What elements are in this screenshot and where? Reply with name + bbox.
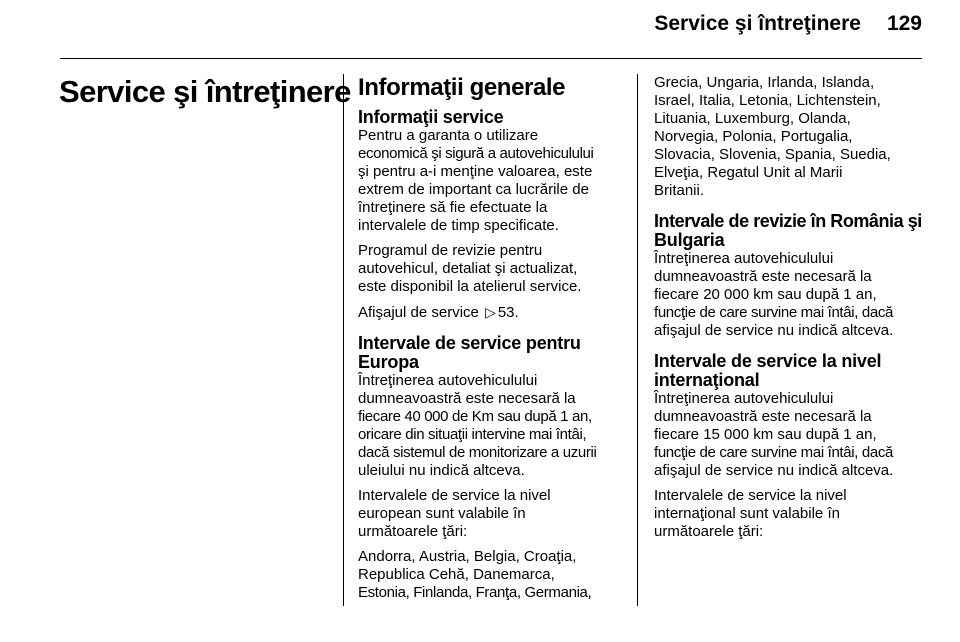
- romania-intervals-paragraph: [654, 250, 926, 340]
- page-number: 129: [886, 12, 922, 35]
- text-line: şi pentru a-i menţine valoarea, este: [358, 163, 593, 180]
- text-line: fiecare 15 000 km sau după 1 an,: [654, 426, 877, 443]
- heading-line: Intervale de revizie în România şi: [654, 211, 922, 231]
- text-line: oricare din situaţii intervine mai întâi,: [358, 426, 587, 443]
- text-line: Britanii.: [654, 182, 705, 199]
- text-line: Israel, Italia, Letonia, Lichtenstein,: [654, 92, 881, 109]
- text-line: internaţional sunt valabile în: [654, 505, 840, 522]
- text-line: economică şi sigură a autovehiculului: [358, 145, 594, 162]
- text-line: este disponibil la atelierul service.: [358, 278, 582, 295]
- text-line: [358, 303, 628, 322]
- running-title: Service şi întreţinere: [654, 12, 861, 35]
- text-line: uleiului nu indică altceva.: [358, 462, 525, 479]
- text-line: funcţie de care survine mai întâi, dacă: [654, 444, 893, 461]
- text-line: Grecia, Ungaria, Irlanda, Islanda,: [654, 74, 875, 91]
- text-line: dumneavoastră este necesară la: [654, 408, 872, 425]
- text-line: întreţinere să fie efectuate la: [358, 199, 548, 216]
- text-line: Programul de revizie pentru: [358, 242, 543, 259]
- text-line: Republica Cehă, Danemarca,: [358, 566, 555, 583]
- reference-page: 53.: [497, 304, 519, 321]
- text-line: următoarele ţări:: [654, 523, 764, 540]
- text-line: Elveţia, Regatul Unit al Marii: [654, 164, 843, 181]
- column-right: [654, 74, 926, 548]
- column-divider: [637, 74, 638, 606]
- service-info-heading: Informaţii service: [358, 107, 504, 127]
- reference-arrow-icon: ▷: [485, 304, 496, 320]
- europe-countries-continued: [654, 74, 926, 200]
- europe-validity-paragraph: [358, 487, 628, 541]
- column-divider: [343, 74, 344, 606]
- heading-line: Bulgaria: [654, 230, 725, 250]
- chapter-title: Service şi întreţinere: [59, 74, 351, 109]
- text-line: următoarele ţări:: [358, 523, 468, 540]
- heading-line: internaţional: [654, 370, 760, 390]
- text-line: european sunt valabile în: [358, 505, 526, 522]
- service-display-reference: [358, 303, 628, 322]
- display-reference-text: Afişajul de service: [358, 304, 479, 321]
- international-validity-paragraph: [654, 487, 926, 541]
- text-line: dacă sistemul de monitorizare a uzurii: [358, 444, 597, 461]
- europe-countries-list: [358, 548, 628, 602]
- service-info-paragraph: [358, 127, 628, 235]
- heading-line: Intervale de service la nivel: [654, 351, 882, 371]
- text-line: intervalele de timp specificate.: [358, 217, 559, 234]
- text-line: Pentru a garanta o utilizare: [358, 127, 539, 144]
- text-line: dumneavoastră este necesară la: [358, 390, 576, 407]
- running-header: [654, 12, 922, 36]
- text-line: afişajul de service nu indică altceva.: [654, 462, 894, 479]
- text-line: dumneavoastră este necesară la: [654, 268, 872, 285]
- text-line: Întreţinerea autovehiculului: [654, 390, 834, 407]
- text-line: autovehicul, detaliat şi actualizat,: [358, 260, 578, 277]
- heading-line: Europa: [358, 352, 419, 372]
- text-line: afişajul de service nu indică altceva.: [654, 322, 894, 339]
- text-line: Lituania, Luxemburg, Olanda,: [654, 110, 851, 127]
- text-line: fiecare 20 000 km sau după 1 an,: [654, 286, 877, 303]
- header-rule: [60, 58, 922, 59]
- service-program-paragraph: [358, 242, 628, 296]
- international-intervals-heading: [654, 352, 926, 390]
- text-line: Norvegia, Polonia, Portugalia,: [654, 128, 853, 145]
- text-line: fiecare 40 000 de Km sau după 1 an,: [358, 408, 592, 425]
- text-line: funcţie de care survine mai întâi, dacă: [654, 304, 893, 321]
- heading-line: Intervale de service pentru: [358, 333, 581, 353]
- europe-intervals-paragraph: [358, 372, 628, 480]
- europe-intervals-heading: [358, 334, 628, 372]
- text-line: Intervalele de service la nivel: [358, 487, 551, 504]
- text-line: Slovacia, Slovenia, Spania, Suedia,: [654, 146, 891, 163]
- text-line: Întreţinerea autovehiculului: [654, 250, 834, 267]
- romania-intervals-heading: [654, 212, 926, 250]
- international-intervals-paragraph: [654, 390, 926, 480]
- column-middle: [358, 74, 628, 609]
- text-line: Intervalele de service la nivel: [654, 487, 847, 504]
- text-line: extrem de important ca lucrările de: [358, 181, 589, 198]
- text-line: Estonia, Finlanda, Franţa, Germania,: [358, 584, 592, 601]
- text-line: Andorra, Austria, Belgia, Croaţia,: [358, 548, 577, 565]
- text-line: Întreţinerea autovehiculului: [358, 372, 538, 389]
- section-title: Informaţii generale: [358, 74, 566, 101]
